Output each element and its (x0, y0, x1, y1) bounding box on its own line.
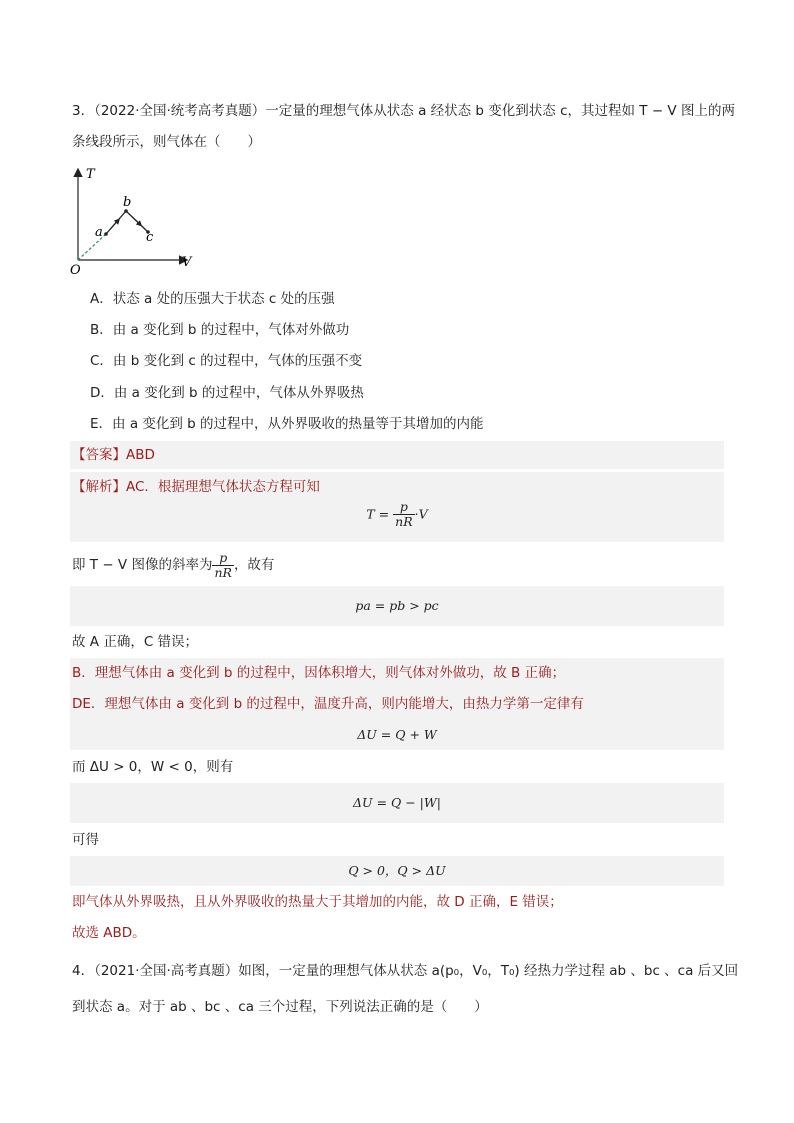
analysis-label: 【解析】 (72, 479, 126, 495)
tv-graph (66, 166, 206, 278)
answer-line (72, 444, 724, 466)
point-a (104, 232, 108, 236)
q3-stem-line2: 条线段所示，则气体在（ ） (72, 134, 261, 150)
option-b: B．由 a 变化到 b 的过程中，气体对外做功 (90, 322, 350, 338)
equation-4: ΔU = Q − |W| (353, 795, 441, 810)
analysis-intro: AC．根据理想气体状态方程可知 (126, 479, 320, 495)
equation-5: Q > 0，Q > ΔU (348, 863, 446, 878)
label-t: T (86, 167, 95, 182)
label-v: V (182, 255, 192, 270)
label-o: O (70, 263, 81, 278)
eq1-frac (393, 500, 414, 529)
slope-den: nR (214, 564, 232, 580)
slope-frac (212, 551, 233, 580)
arrow-ab (110, 221, 118, 230)
answer-value: ABD (126, 447, 155, 463)
q4-stem-line1: 4．（2021·全国·高考真题）如图，一定量的理想气体从状态 a(p₀，V₀，T₀) 经热力学过程 ab 、bc 、ca 后又回 (72, 963, 739, 979)
eq1-left: T = (366, 506, 394, 522)
label-b: b (123, 195, 132, 210)
label-a: a (95, 225, 103, 240)
option-e: E．由 a 变化到 b 的过程中，从外界吸收的热量等于其增加的内能 (90, 416, 484, 432)
q3-stem-line1: 3．（2022·全国·统考高考真题）一定量的理想气体从状态 a 经状态 b 变化到状态 c，其过程如 T − V 图上的两 (72, 103, 735, 119)
final-conclusion: 即气体从外界吸热，且从外界吸收的热量大于其增加的内能，故 D 正确，E 错误； (72, 894, 563, 910)
label-c: c (146, 230, 154, 245)
answer-label: 【答案】 (72, 447, 126, 463)
q4-stem-line2: 到状态 a。对于 ab 、bc 、ca 三个过程，下列说法正确的是（ ） (72, 999, 488, 1015)
slope-line (72, 550, 724, 580)
slope-post: ，故有 (233, 557, 275, 573)
eq1-den: nR (395, 514, 413, 529)
option-a: A．状态 a 处的压强大于状态 c 处的压强 (90, 291, 335, 307)
b-explanation: B．理想气体由 a 变化到 b 的过程中，因体积增大，则气体对外做功，故 B 正确； (72, 665, 566, 681)
conclusion-ac: 故 A 正确，C 错误； (72, 634, 199, 650)
option-c: C．由 b 变化到 c 的过程中，气体的压强不变 (90, 353, 363, 369)
analysis-line (72, 476, 724, 498)
choose-line: 故选 ABD。 (72, 925, 146, 941)
equation-1 (70, 500, 724, 529)
slope-pre: 即 T − V 图像的斜率为 (72, 557, 213, 573)
keyi-line: 可得 (72, 832, 99, 848)
arrow-bc (132, 217, 140, 225)
equation-2: pa = pb > pc (355, 598, 439, 613)
slope-num: p (212, 551, 233, 566)
de-explanation: DE．理想气体由 a 变化到 b 的过程中，温度升高，则内能增大，由热力学第一定律有 (72, 696, 584, 712)
condition-line: 而 ΔU > 0，W < 0，则有 (72, 759, 234, 775)
eq1-right: ·V (414, 506, 428, 522)
option-d: D．由 a 变化到 b 的过程中，气体从外界吸热 (90, 385, 364, 401)
equation-3: ΔU = Q + W (357, 727, 437, 742)
eq1-num: p (393, 500, 414, 515)
